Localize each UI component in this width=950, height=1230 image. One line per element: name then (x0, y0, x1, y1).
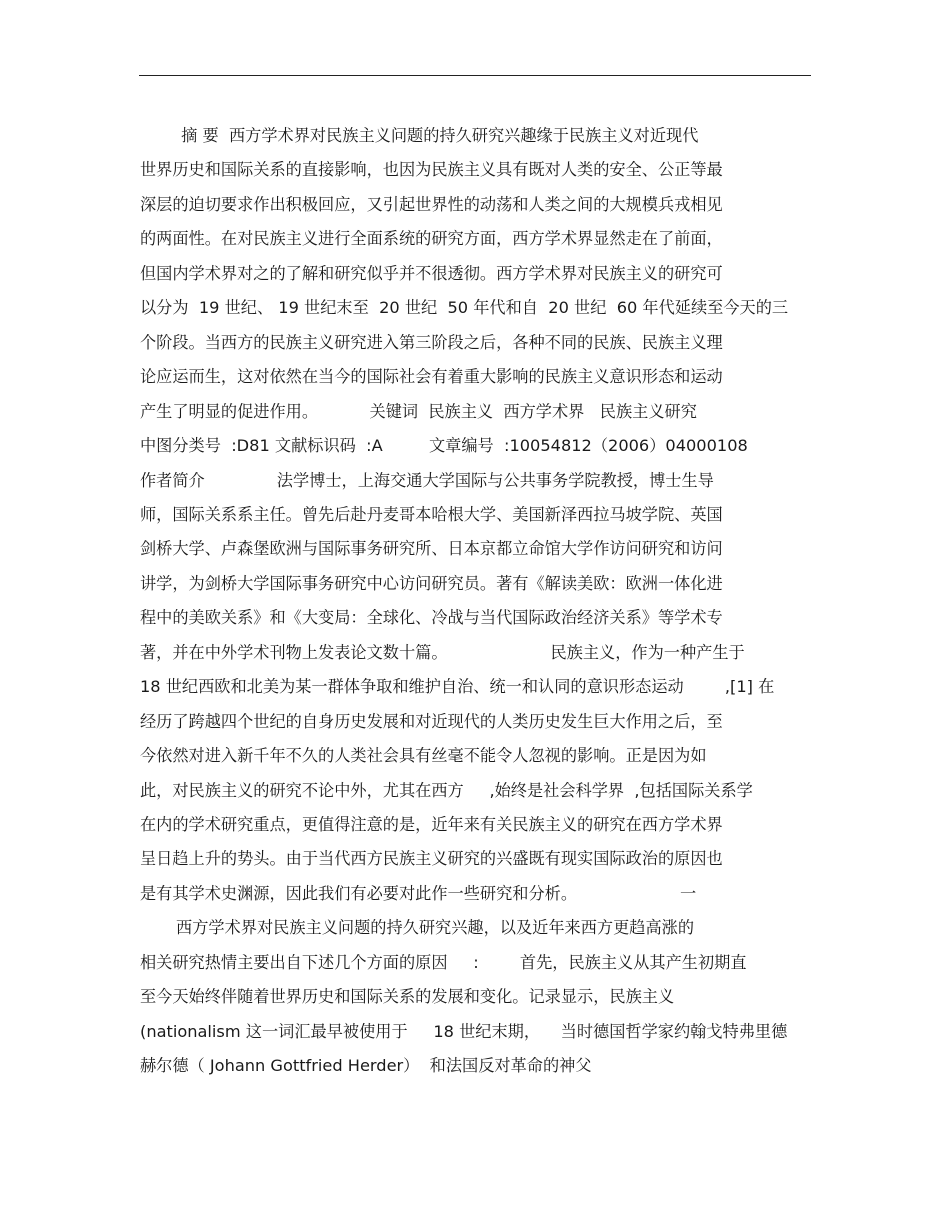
text-line: 18 世纪西欧和北美为某一群体争取和维护自治、统一和认同的意识形态运动 ,[1] 在 (140, 677, 775, 697)
text-line: 程中的美欧关系》和《大变局：全球化、冷战与当代国际政治经济关系》等学术专 (140, 608, 723, 628)
text-line: 摘 要 西方学术界对民族主义问题的持久研究兴趣缘于民族主义对近现代 (140, 126, 699, 145)
text-line: 至今天始终伴随着世界历史和国际关系的发展和变化。记录显示，民族主义 (140, 987, 675, 1007)
text-line: 是有其学术史渊源，因此我们有必要对此作一些研究和分析。 一 (140, 883, 697, 903)
text-line: 今依然对进入新千年不久的人类社会具有丝毫不能令人忽视的影响。正是因为如 (140, 746, 707, 766)
text-line: 西方学术界对民族主义问题的持久研究兴趣，以及近年来西方更趋高涨的 (140, 918, 695, 938)
text-line: 中图分类号 :D81 文献标识码 :A 文章编号 :10054812（2006）04000108 (140, 436, 748, 456)
text-line: 相关研究热情主要出自下述几个方面的原因 : 首先，民族主义从其产生初期直 (140, 952, 747, 972)
text-line: 作者简介 法学博士，上海交通大学国际与公共事务学院教授，博士生导 (140, 470, 714, 490)
text-line: 剑桥大学、卢森堡欧洲与国际事务研究所、日本京都立命馆大学作访问研究和访问 (140, 539, 723, 559)
text-line: 世界历史和国际关系的直接影响，也因为民族主义具有既对人类的安全、公正等最 (140, 160, 723, 180)
text-line: 赫尔德（ Johann Gottfried Herder） 和法国反对革命的神父 (140, 1056, 592, 1076)
text-line: (nationalism 这一词汇最早被使用于 18 世纪末期， 当时德国哲学家约翰戈特弗里德 (140, 1021, 788, 1041)
text-line: 呈日趋上升的势头。由于当代西方民族主义研究的兴盛既有现实国际政治的原因也 (140, 849, 723, 869)
text-line: 产生了明显的促进作用。 关键词 民族主义 西方学术界 民族主义研究 (140, 401, 697, 421)
header-rule (139, 75, 811, 76)
text-line: 此，对民族主义的研究不论中外，尤其在西方 ,始终是社会科学界 ,包括国际关系学 (140, 780, 753, 800)
text-line: 著，并在中外学术刊物上发表论文数十篇。 民族主义，作为一种产生于 (140, 642, 745, 662)
text-line: 在内的学术研究重点，更值得注意的是，近年来有关民族主义的研究在西方学术界 (140, 815, 723, 834)
text-line: 经历了跨越四个世纪的自身历史发展和对近现代的人类历史发生巨大作用之后，至 (140, 711, 723, 731)
text-line: 以分为 19 世纪、 19 世纪末至 20 世纪 50 年代和自 20 世纪 60 年代延续至今天的三 (140, 298, 789, 318)
text-line: 师，国际关系系主任。曾先后赴丹麦哥本哈根大学、美国新泽西拉马坡学院、英国 (140, 504, 723, 524)
text-line: 深层的迫切要求作出积极回应，又引起世界性的动荡和人类之间的大规模兵戎相见 (140, 194, 723, 214)
text-line: 但国内学术界对之的了解和研究似乎并不很透彻。西方学术界对民族主义的研究可 (140, 263, 723, 283)
text-line: 讲学，为剑桥大学国际事务研究中心访问研究员。著有《解读美欧：欧洲一体化进 (140, 573, 723, 593)
text-line: 的两面性。在对民族主义进行全面系统的研究方面，西方学术界显然走在了前面， (140, 229, 723, 249)
text-line: 论应运而生，这对依然在当今的国际社会有着重大影响的民族主义意识形态和运动 (140, 367, 723, 387)
text-line: 个阶段。当西方的民族主义研究进入第三阶段之后，各种不同的民族、民族主义理 (140, 332, 723, 352)
